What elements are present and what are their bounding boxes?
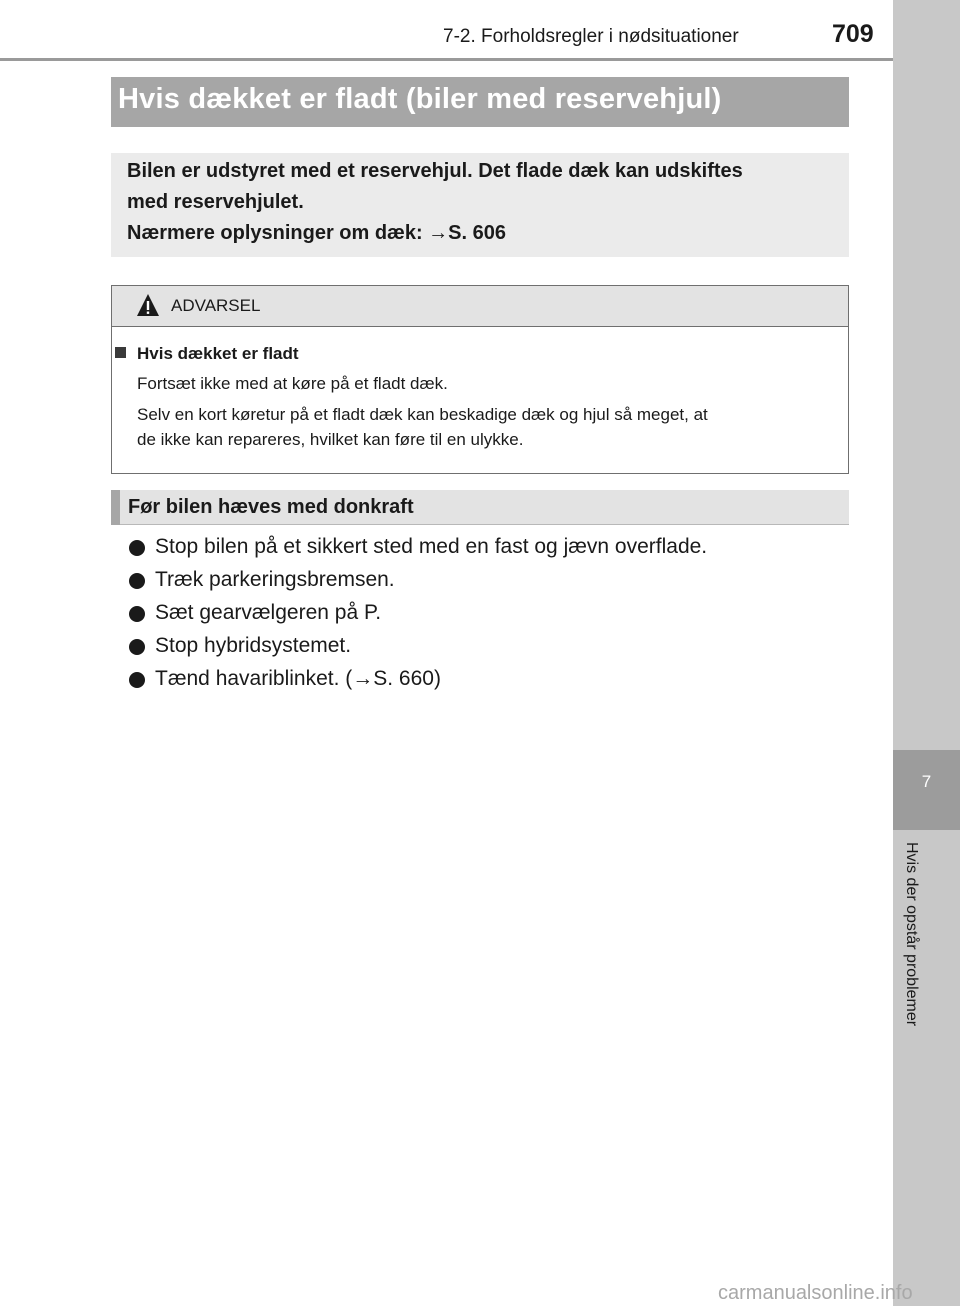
square-bullet-icon: [115, 347, 126, 358]
bullet-icon: [129, 606, 145, 622]
warning-label: ADVARSEL: [171, 296, 261, 315]
warning-box: [111, 285, 849, 474]
step-item-page-reference: Tænd havariblinket. (→S. 660): [155, 667, 441, 690]
step-item: Sæt gearvælgeren på P.: [155, 601, 382, 624]
subsection-title: Før bilen hæves med donkraft: [128, 496, 414, 518]
intro-line: Bilen er udstyret med et reservehjul. Det flade dæk kan udskiftes: [127, 160, 743, 182]
bullet-icon: [129, 672, 145, 688]
bullet-icon: [129, 639, 145, 655]
warning-triangle-icon: [136, 293, 160, 317]
bullet-icon: [129, 573, 145, 589]
step-item: Træk parkeringsbremsen.: [155, 568, 395, 591]
warning-text-line: Selv en kort køretur på et fladt dæk kan beskadige dæk og hjul så meget, at: [137, 405, 708, 424]
step-item: Stop bilen på et sikkert sted med en fast og jævn overflade.: [155, 535, 708, 558]
subsection-title-accent: [111, 490, 120, 525]
section-title: Hvis dækket er fladt (biler med reservehjul): [118, 83, 722, 115]
warning-header: [112, 286, 848, 327]
intro-line-page-reference: Nærmere oplysninger om dæk: →S. 606: [127, 222, 507, 244]
step-item: Stop hybridsystemet.: [155, 634, 352, 657]
warning-heading: Hvis dækket er fladt: [137, 344, 299, 363]
chapter-header-title: 7-2. Forholdsregler i nødsituationer: [443, 26, 739, 47]
warning-text-line: de ikke kan repareres, hvilket kan føre til en ulykke.: [137, 430, 524, 449]
bullet-icon: [129, 540, 145, 556]
header-divider: [0, 58, 893, 61]
warning-text-line: Fortsæt ikke med at køre på et fladt dæk.: [137, 374, 448, 393]
chapter-number: 7: [921, 772, 932, 791]
chapter-side-tab: [893, 0, 960, 1306]
watermark: carmanualsonline.info: [718, 1282, 913, 1304]
chapter-label: Hvis der opstår problemer: [903, 842, 920, 1027]
intro-line: med reservehjulet.: [127, 191, 304, 213]
page-number: 709: [832, 20, 874, 48]
